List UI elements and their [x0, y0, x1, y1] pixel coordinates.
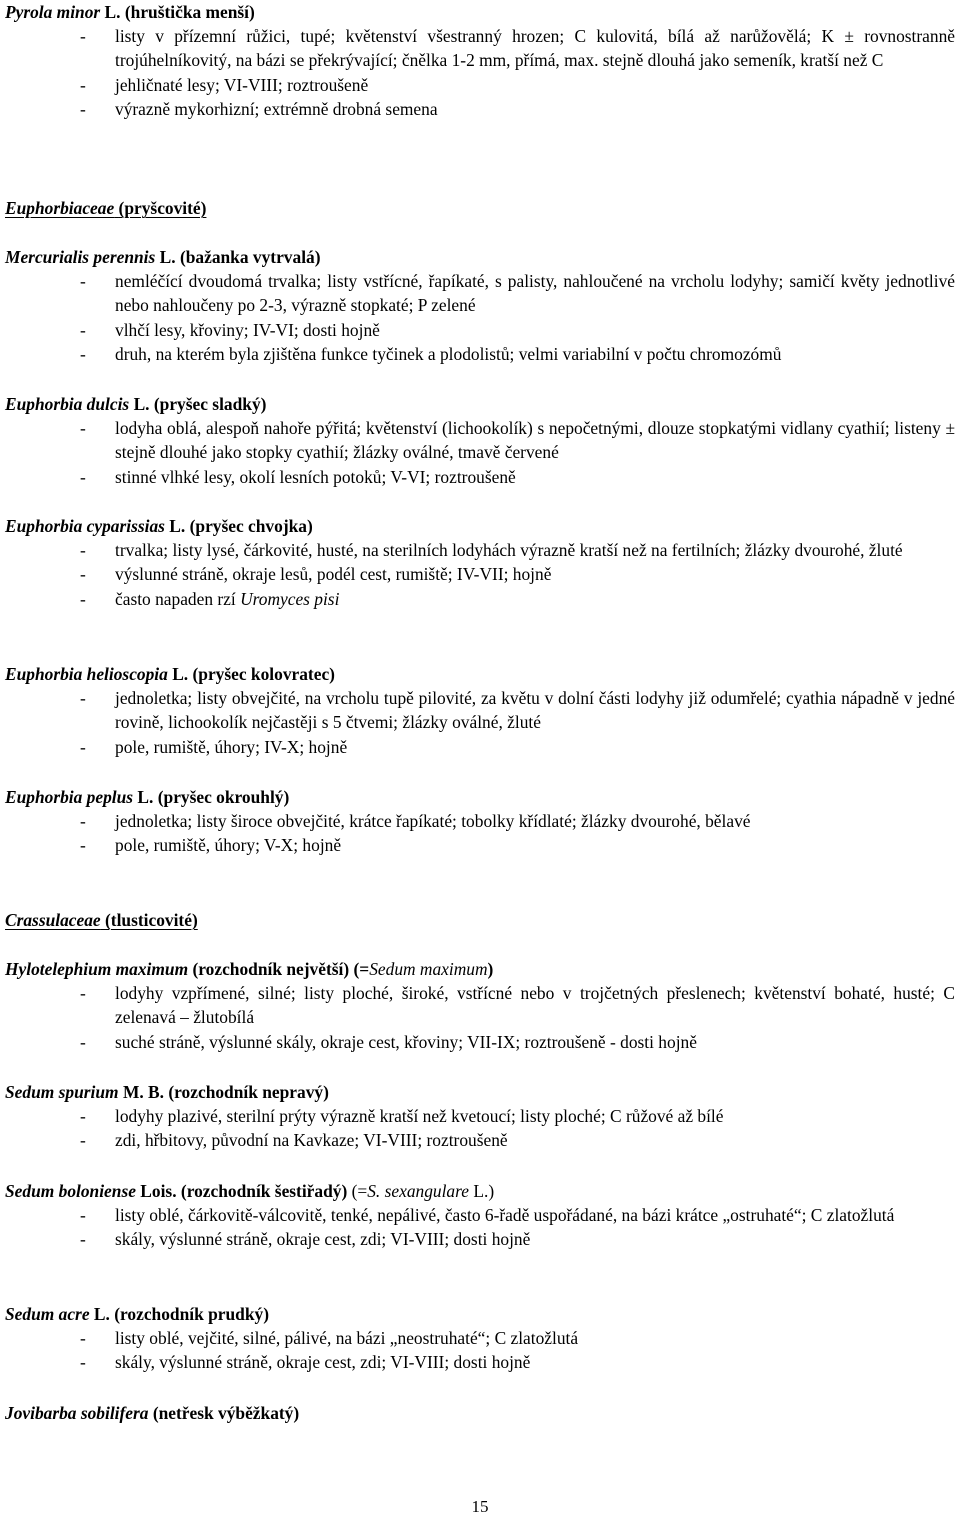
bullet-dash: -: [80, 736, 86, 757]
bullet-dash: -: [80, 319, 86, 340]
item-text: výslunné stráně, okraje lesů, podél cest, rumiště; IV-VII; hojně: [115, 564, 552, 585]
species-author: L.: [159, 247, 176, 267]
species-author: L.: [169, 516, 186, 536]
item-text: listy v přízemní růžici, tupé; květenství všestranný hrozen; C kulovitá, bílá až narůžovělá; K ± rovnostranně trojúhelníkovitý, na bázi se překrývající; čnělka 1-2 mm, přímá, max. stejně dlouhá jako semeník, kratší než C: [115, 26, 955, 71]
description-item: [5, 24, 955, 72]
item-text: lodyhy plazivé, sterilní prýty výrazně kratší než kvetoucí; listy ploché; C růžové až bílé: [115, 1106, 724, 1127]
description-item: [5, 981, 955, 1029]
synonym-close: ): [488, 1181, 495, 1201]
item-text: listy oblé, vejčité, silné, pálivé, na bázi „neostruhaté“; C zlatožlutá: [115, 1328, 579, 1349]
description-item: [5, 1203, 955, 1227]
description-item: [5, 833, 955, 857]
description-item: [5, 73, 955, 97]
species-scientific-name: Jovibarba sobilifera: [5, 1403, 149, 1423]
species-czech-name: (pryšec okrouhlý): [157, 787, 290, 807]
species-heading: [5, 957, 955, 981]
species-czech-name: (pryšec sladký): [153, 394, 267, 414]
item-text: skály, výslunné stráně, okraje cest, zdi; VI-VIII; dosti hojně: [115, 1229, 531, 1250]
item-text: stinné vlhké lesy, okolí lesních potoků; V-VI; roztroušeně: [115, 466, 516, 487]
family-heading-euphorbiaceae: [5, 196, 206, 220]
species-author: L.: [93, 1304, 110, 1324]
species-heading: [5, 1179, 955, 1203]
species-author: Lois.: [140, 1181, 177, 1201]
description-item: [5, 465, 955, 489]
species-scientific-name: Mercurialis perennis: [5, 247, 156, 267]
bullet-dash: -: [80, 1229, 86, 1250]
item-text: lodyhy vzpřímené, silné; listy ploché, široké, vstřícné nebo v trojčetných přeslenech; květenství bohaté, husté; C zelenavá – žlutobílá: [115, 983, 955, 1028]
item-text: trvalka; listy lysé, čárkovité, husté, na sterilních lodyhách výrazně kratší než na fertilních; žlázky dvourohé, žluté: [115, 540, 903, 561]
species-entry-jovibarba-sobilifera: [5, 1401, 955, 1425]
species-scientific-name: Sedum acre: [5, 1304, 90, 1324]
item-text: listy oblé, čárkovitě-válcovitě, tenké, nepálivé, často 6-řadě uspořádané, na bázi krátce „ostruhaté“; C zlatožlutá: [115, 1205, 895, 1226]
item-text: často napaden rzí: [115, 588, 236, 609]
bullet-dash: -: [80, 1205, 86, 1226]
synonym-name: Sedum maximum: [369, 959, 488, 979]
pathogen-name: Uromyces pisi: [240, 588, 340, 609]
species-scientific-name: Hylotelephium maximum: [5, 959, 189, 979]
bullet-dash: -: [80, 540, 86, 561]
bullet-dash: -: [80, 1352, 86, 1373]
species-entry-sedum-boloniense: [5, 1179, 955, 1252]
description-item: [5, 1350, 955, 1374]
item-text: suché stráně, výslunné skály, okraje cest, křoviny; VII-IX; roztroušeně - dosti hojně: [115, 1031, 697, 1052]
species-entry-hylotelephium-maximum: [5, 957, 955, 1054]
family-heading-crassulaceae: [5, 908, 198, 932]
species-author: L.: [104, 2, 121, 22]
species-scientific-name: Sedum boloniense: [5, 1181, 136, 1201]
species-scientific-name: Euphorbia helioscopia: [5, 664, 168, 684]
species-scientific-name: Sedum spurium: [5, 1082, 119, 1102]
description-item: [5, 1104, 955, 1128]
bullet-dash: -: [80, 466, 86, 487]
bullet-dash: -: [80, 1328, 86, 1349]
species-scientific-name: Euphorbia peplus: [5, 787, 134, 807]
description-item: [5, 587, 955, 611]
species-author: L.: [172, 664, 189, 684]
item-text: skály, výslunné stráně, okraje cest, zdi; VI-VIII; dosti hojně: [115, 1352, 531, 1373]
species-author: L.: [133, 394, 150, 414]
species-heading: [5, 392, 955, 416]
species-heading: [5, 1401, 955, 1425]
page-number: 15: [471, 1497, 489, 1516]
family-czech-name: (pryšcovité): [118, 198, 207, 218]
species-czech-name: (bažanka vytrvalá): [179, 247, 321, 267]
description-item: [5, 1227, 955, 1251]
description-item: [5, 562, 955, 586]
description-item: [5, 416, 955, 464]
item-text: nemléčící dvoudomá trvalka; listy vstřícné, řapíkaté, s palisty, nahloučené na vrcholu lodyhy; samičí květy jednotlivé nebo nahloučeny po 2-3, výrazně stopkaté; P zelené: [115, 271, 955, 316]
species-heading: [5, 1080, 955, 1104]
species-entry-euphorbia-cyparissias: [5, 514, 955, 611]
species-scientific-name: Euphorbia cyparissias: [5, 516, 165, 536]
synonym-open: (=: [351, 1181, 368, 1201]
item-text: jehličnaté lesy; VI-VIII; roztroušeně: [115, 74, 369, 95]
description-item: [5, 342, 955, 366]
species-heading: [5, 1302, 955, 1326]
species-heading: [5, 245, 955, 269]
species-heading: [5, 785, 955, 809]
bullet-dash: -: [80, 564, 86, 585]
description-item: [5, 1030, 955, 1054]
synonym-name: S. sexangulare: [367, 1181, 469, 1201]
bullet-dash: -: [80, 418, 86, 439]
family-scientific-name: Crassulaceae: [5, 910, 101, 930]
bullet-dash: -: [80, 26, 86, 47]
item-text: lodyha oblá, alespoň nahoře pýřitá; květenství (lichookolík) s nepočetnými, dlouze stopkatými vidlany cyathií; listeny ± stejně dlouhé jako stopky cyathií; žlázky oválné, tmavě červené: [115, 418, 955, 463]
bullet-dash: -: [80, 1106, 86, 1127]
family-scientific-name: Euphorbiaceae: [5, 198, 115, 218]
description-item: [5, 735, 955, 759]
item-text: jednoletka; listy široce obvejčité, krátce řapíkaté; tobolky křídlaté; žlázky dvourohé, bělavé: [115, 811, 751, 832]
species-heading: [5, 662, 955, 686]
description-item: [5, 1326, 955, 1350]
species-entry-sedum-acre: [5, 1302, 955, 1375]
species-author: M. B.: [122, 1082, 164, 1102]
synonym-author: L.: [473, 1181, 489, 1201]
item-text: jednoletka; listy obvejčité, na vrcholu tupě pilovité, za květu v dolní části lodyhy již odumřelé; cyathia nápadně v jedné rovině, lichookolík nejčastěji s 5 čtvemi; žlázky oválné, žluté: [115, 688, 955, 733]
species-czech-name: (pryšec kolovratec): [192, 664, 335, 684]
bullet-dash: -: [80, 1130, 86, 1151]
description-item: [5, 538, 955, 562]
bullet-dash: -: [80, 1031, 86, 1052]
bullet-dash: -: [80, 588, 86, 609]
species-entry-pyrola-minor: [5, 0, 955, 121]
species-entry-euphorbia-peplus: [5, 785, 955, 858]
species-author: L.: [137, 787, 154, 807]
bullet-dash: -: [80, 98, 86, 119]
species-entry-sedum-spurium: [5, 1080, 955, 1153]
bullet-dash: -: [80, 983, 86, 1004]
bullet-dash: -: [80, 74, 86, 95]
species-scientific-name: Pyrola minor: [5, 2, 101, 22]
family-czech-name: (tlusticovité): [105, 910, 198, 930]
species-scientific-name: Euphorbia dulcis: [5, 394, 130, 414]
item-text: pole, rumiště, úhory; V-X; hojně: [115, 835, 342, 856]
species-czech-name: (rozchodník šestiřadý): [180, 1181, 348, 1201]
species-czech-name: (rozchodník největší): [192, 959, 350, 979]
description-item: [5, 809, 955, 833]
item-text: zdi, hřbitovy, původní na Kavkaze; VI-VIII; roztroušeně: [115, 1130, 508, 1151]
bullet-dash: -: [80, 811, 86, 832]
bullet-dash: -: [80, 343, 86, 364]
description-item: [5, 318, 955, 342]
species-czech-name: (hruštička menší): [124, 2, 255, 22]
item-text: druh, na kterém byla zjištěna funkce tyčinek a plodolistů; velmi variabilní v počtu chromozómů: [115, 343, 782, 364]
synonym-close: ): [487, 959, 494, 979]
item-text: pole, rumiště, úhory; IV-X; hojně: [115, 736, 348, 757]
synonym-open: (=: [353, 959, 370, 979]
description-item: [5, 269, 955, 317]
description-item: [5, 97, 955, 121]
species-entry-euphorbia-helioscopia: [5, 662, 955, 759]
species-entry-euphorbia-dulcis: [5, 392, 955, 489]
species-heading: [5, 514, 955, 538]
species-czech-name: (pryšec chvojka): [189, 516, 313, 536]
species-czech-name: (rozchodník prudký): [114, 1304, 270, 1324]
description-item: [5, 1128, 955, 1152]
bullet-dash: -: [80, 271, 86, 292]
species-czech-name: (rozchodník nepravý): [168, 1082, 329, 1102]
species-heading: [5, 0, 955, 24]
bullet-dash: -: [80, 688, 86, 709]
item-text: výrazně mykorhizní; extrémně drobná semena: [115, 98, 438, 119]
species-czech-name: (netřesk výběžkatý): [152, 1403, 300, 1423]
item-text: vlhčí lesy, křoviny; IV-VI; dosti hojně: [115, 319, 380, 340]
bullet-dash: -: [80, 835, 86, 856]
description-item: [5, 686, 955, 734]
species-entry-mercurialis-perennis: [5, 245, 955, 366]
